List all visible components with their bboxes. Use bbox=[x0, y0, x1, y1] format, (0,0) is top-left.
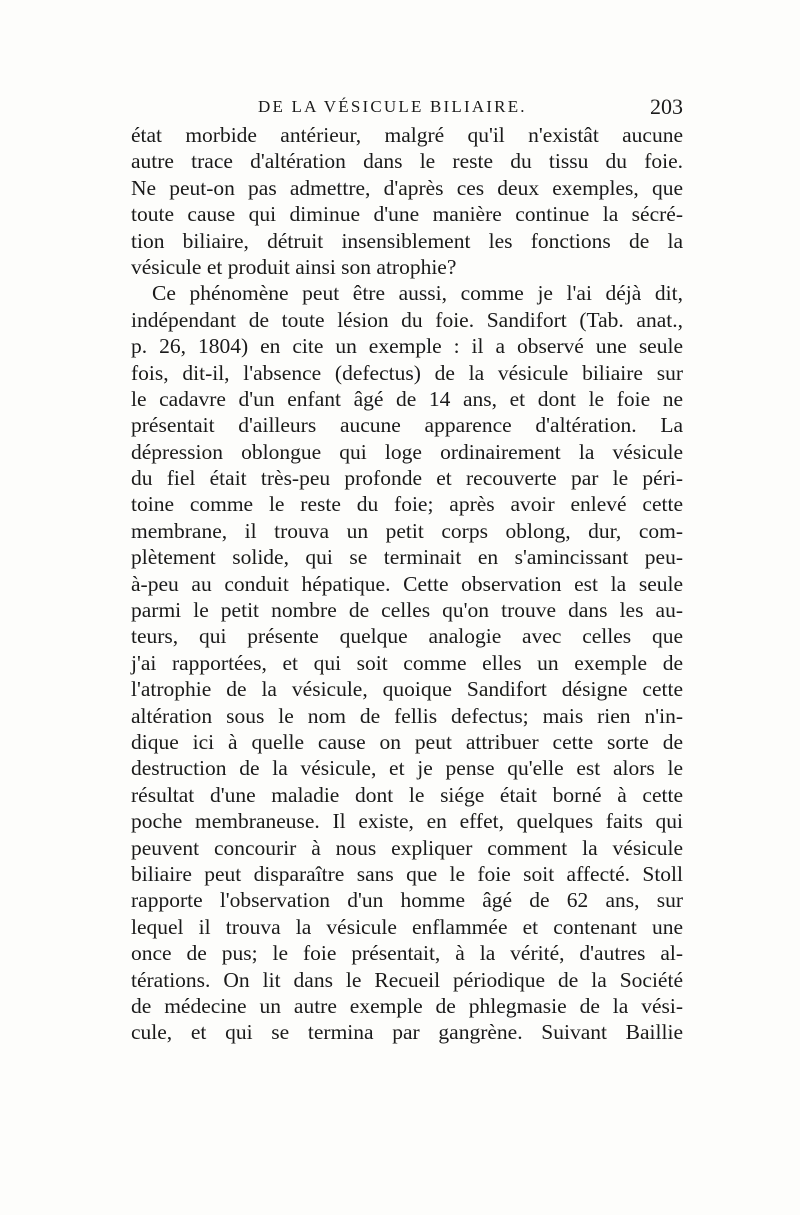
text-line: l'atrophie de la vésicule, quoique Sandifort désigne cette bbox=[131, 677, 683, 702]
text-line: plètement solide, qui se terminait en s'amincissant peu- bbox=[131, 545, 683, 570]
text-line: Ce phénomène peut être aussi, comme je l'ai déjà dit, bbox=[152, 281, 683, 306]
running-title: DE LA VÉSICULE BILIAIRE. bbox=[258, 97, 527, 116]
text-line: j'ai rapportées, et qui soit comme elles un exemple de bbox=[131, 650, 683, 675]
text-line: de médecine un autre exemple de phlegmasie de la vési- bbox=[131, 993, 683, 1018]
text-line: état morbide antérieur, malgré qu'il n'existât aucune bbox=[131, 123, 683, 147]
text-line: fois, dit-il, l'absence (defectus) de la vésicule biliaire sur bbox=[131, 360, 683, 385]
text-line: du fiel était très-peu profonde et recouverte par le péri- bbox=[131, 466, 683, 491]
text-line: lequel il trouva la vésicule enflammée et contenant une bbox=[131, 914, 683, 939]
text-line: altération sous le nom de fellis defectus; mais rien n'in- bbox=[131, 703, 683, 728]
text-line: dique ici à quelle cause on peut attribuer cette sorte de bbox=[131, 729, 683, 754]
text-line: tion biliaire, détruit insensiblement les fonctions de la bbox=[131, 228, 683, 253]
body-text bbox=[131, 122, 683, 1046]
text-line: cule, et qui se termina par gangrène. Suivant Baillie bbox=[131, 1020, 683, 1045]
text-line: toute cause qui diminue d'une manière continue la sécré- bbox=[131, 202, 683, 227]
page-number: 203 bbox=[650, 94, 683, 119]
running-header bbox=[131, 92, 683, 122]
text-line: peuvent concourir à nous expliquer comment la vésicule bbox=[131, 835, 683, 860]
text-line: vésicule et produit ainsi son atrophie? bbox=[131, 254, 457, 279]
text-line: Ne peut-on pas admettre, d'après ces deux exemples, que bbox=[131, 175, 683, 200]
text-line: le cadavre d'un enfant âgé de 14 ans, et dont le foie ne bbox=[131, 386, 683, 411]
text-line: once de pus; le foie présentait, à la vérité, d'autres al- bbox=[131, 941, 683, 966]
text-line: térations. On lit dans le Recueil périodique de la Société bbox=[131, 967, 683, 992]
text-line: présentait d'ailleurs aucune apparence d'altération. La bbox=[131, 413, 683, 438]
text-line: résultat d'une maladie dont le siége était borné à cette bbox=[131, 782, 683, 807]
text-line: dépression oblongue qui loge ordinairement la vésicule bbox=[131, 439, 683, 464]
text-line: indépendant de toute lésion du foie. Sandifort (Tab. anat., bbox=[131, 307, 683, 332]
text-line: membrane, il trouva un petit corps oblong, dur, com- bbox=[131, 518, 683, 543]
text-line: toine comme le reste du foie; après avoir enlevé cette bbox=[131, 492, 683, 517]
text-line: biliaire peut disparaître sans que le foie soit affecté. Stoll bbox=[131, 861, 683, 886]
text-line: teurs, qui présente quelque analogie avec celles que bbox=[131, 624, 683, 649]
text-line: p. 26, 1804) en cite un exemple : il a observé une seule bbox=[131, 334, 683, 359]
text-line: destruction de la vésicule, et je pense qu'elle est alors le bbox=[131, 756, 683, 781]
text-line: rapporte l'observation d'un homme âgé de 62 ans, sur bbox=[131, 888, 683, 913]
text-line: poche membraneuse. Il existe, en effet, quelques faits qui bbox=[131, 809, 683, 834]
text-line: à-peu au conduit hépatique. Cette observation est la seule bbox=[131, 571, 683, 596]
text-line: autre trace d'altération dans le reste du tissu du foie. bbox=[131, 149, 683, 174]
text-line: parmi le petit nombre de celles qu'on trouve dans les au- bbox=[131, 598, 683, 623]
